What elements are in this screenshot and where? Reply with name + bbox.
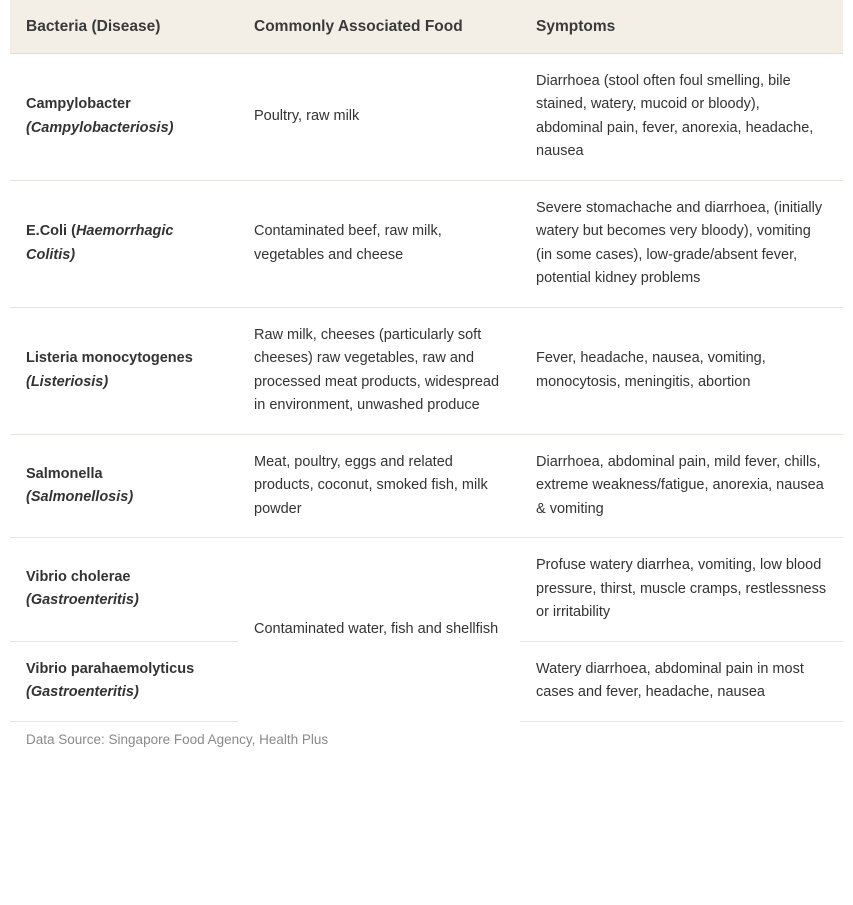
bacteria-name: Campylobacter <box>26 96 131 113</box>
cell-food: Raw milk, cheeses (particularly soft cheeses) raw vegetables, raw and processed meat products, widespread in environment, unwashed produce <box>238 307 520 434</box>
bacteria-disease: (Gastroenteritis) <box>26 684 139 701</box>
table-header <box>10 0 843 54</box>
cell-bacteria <box>10 641 238 721</box>
cell-food: Contaminated beef, raw milk, vegetables and cheese <box>238 180 520 307</box>
bacteria-name: Vibrio parahaemolyticus <box>26 660 195 677</box>
cell-food: Poultry, raw milk <box>238 54 520 181</box>
cell-bacteria <box>10 54 238 181</box>
bacteria-food-symptoms-table <box>10 0 843 722</box>
cell-symptoms: Diarrhoea, abdominal pain, mild fever, chills, extreme weakness/fatigue, anorexia, nausea & vomiting <box>520 434 843 537</box>
cell-food-merged: Contaminated water, fish and shellfish <box>254 620 499 637</box>
table-row <box>10 307 843 434</box>
bacteria-disease: Haemorrhagic Colitis) <box>26 223 174 263</box>
bacteria-name: Salmonella <box>26 465 103 482</box>
cell-food: Meat, poultry, eggs and related products, coconut, smoked fish, milk powder <box>238 434 520 537</box>
table-row <box>10 434 843 537</box>
cell-symptoms: Fever, headache, nausea, vomiting, monocytosis, meningitis, abortion <box>520 307 843 434</box>
data-source-note: Data Source: Singapore Food Agency, Health Plus <box>26 731 329 747</box>
column-header-food: Commonly Associated Food <box>238 0 520 54</box>
column-header-bacteria: Bacteria (Disease) <box>10 0 238 54</box>
cell-bacteria <box>10 434 238 537</box>
cell-bacteria <box>10 538 238 641</box>
cell-symptoms: Diarrhoea (stool often foul smelling, bile stained, watery, mucoid or bloody), abdominal pain, fever, anorexia, headache, nausea <box>520 54 843 181</box>
bacteria-disease: (Gastroenteritis) <box>26 592 139 609</box>
column-header-symptoms: Symptoms <box>520 0 843 54</box>
cell-symptoms: Profuse watery diarrhea, vomiting, low blood pressure, thirst, muscle cramps, restlessness or irritability <box>520 538 843 641</box>
cell-bacteria <box>10 307 238 434</box>
table-header-row <box>10 0 843 54</box>
table-row <box>10 538 843 641</box>
bacteria-disease: (Listeriosis) <box>26 373 109 390</box>
bacteria-disease: (Salmonellosis) <box>26 489 134 506</box>
table-row <box>10 180 843 307</box>
cell-symptoms: Severe stomachache and diarrhoea, (initially watery but becomes very bloody), vomiting (in some cases), low-grade/absent fever, potential kidney problems <box>520 180 843 307</box>
table-row <box>10 54 843 181</box>
bacteria-disease: (Campylobacteriosis) <box>26 119 174 136</box>
cell-symptoms: Watery diarrhoea, abdominal pain in most cases and fever, headache, nausea <box>520 641 843 721</box>
bacteria-name: E.Coli ( <box>26 223 76 240</box>
bacteria-name: Vibrio cholerae <box>26 569 131 585</box>
cell-bacteria <box>10 180 238 307</box>
table-body <box>10 54 843 722</box>
bacteria-name: Listeria monocytogenes <box>26 350 193 367</box>
